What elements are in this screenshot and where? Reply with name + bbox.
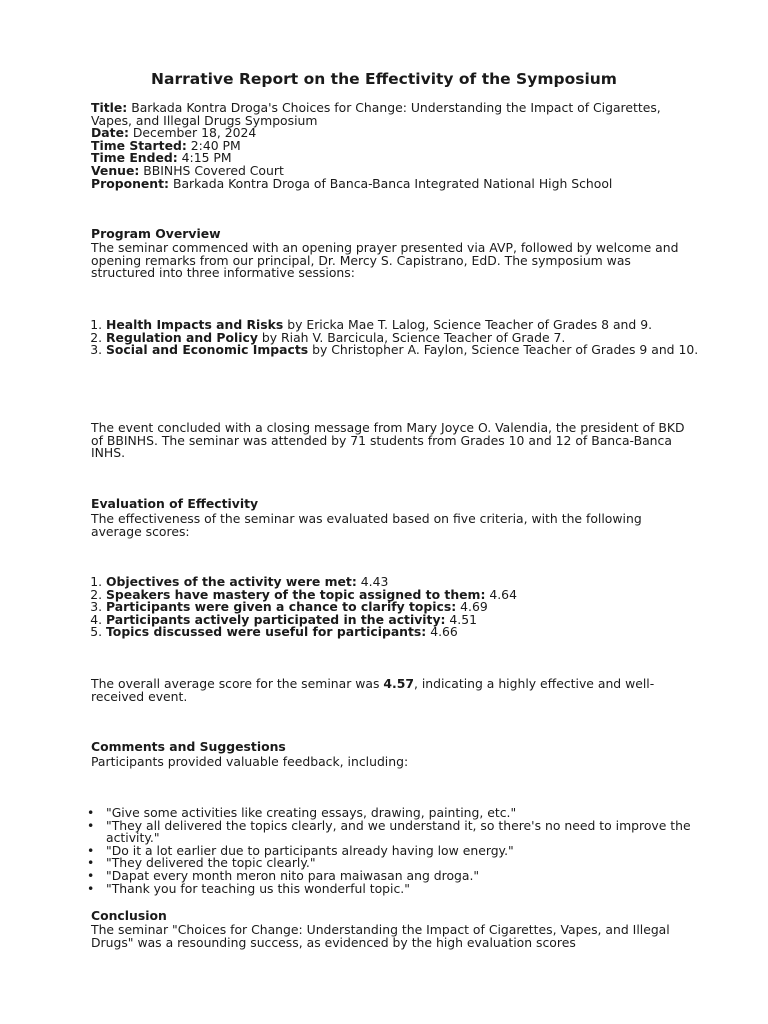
date-value: December 18, 2024 xyxy=(132,125,257,141)
criterion-label: Speakers have mastery of the topic assigned to them: xyxy=(106,586,486,602)
criterion-label: Topics discussed were useful for participants: xyxy=(106,624,427,640)
conclusion-text: The seminar "Choices for Change: Understanding the Impact of Cigarettes, Vapes, and Illegal Drugs" was a resounding success, as evidenced by the high evaluation scores xyxy=(91,922,670,950)
proponent-value: Barkada Kontra Droga of Banca-Banca Integrated National High School xyxy=(172,175,613,191)
venue-label: Venue: xyxy=(91,162,140,178)
criterion-score: 4.43 xyxy=(356,574,389,589)
list-item: • "Thank you for teaching us this wonderful topic." xyxy=(106,883,721,896)
time-ended-label: Time Ended: xyxy=(91,150,178,166)
session-list xyxy=(70,319,721,357)
venue-value: BBINHS Covered Court xyxy=(143,162,284,178)
list-item xyxy=(106,626,721,639)
overall-text-after: , indicating a highly effective and well-received event. xyxy=(91,676,655,704)
criterion-score: 4.51 xyxy=(445,611,478,627)
session-detail: by Christopher A. Faylon, Science Teacher of Grades 9 and 10. xyxy=(308,342,699,358)
list-item: • "Do it a lot earlier due to participants already having low energy." xyxy=(106,845,721,858)
comments-heading: Comments and Suggestions xyxy=(91,739,286,754)
conclusion-heading: Conclusion xyxy=(91,908,167,923)
session-detail: by Riah V. Barcicula, Science Teacher of Grade 7. xyxy=(257,329,566,345)
document-title: Narrative Report on the Effectivity of the Symposium xyxy=(151,70,617,88)
criterion-label: Objectives of the activity were met: xyxy=(106,574,357,589)
criterion-score: 4.64 xyxy=(485,586,517,602)
list-item: • "They all delivered the topics clearly, and we understand it, so there's no need to improve the activity." xyxy=(106,820,721,845)
report-details xyxy=(91,102,681,190)
feedback-list xyxy=(70,807,721,895)
overall-score: 4.57 xyxy=(383,676,414,691)
criteria-list xyxy=(70,576,721,639)
list-item: • "Give some activities like creating essays, drawing, painting, etc." xyxy=(106,807,721,820)
program-overview-closing: The event concluded with a closing message from Mary Joyce O. Valendia, the president of BKD of BBINHS. The seminar was attended by 71 students from Grades 10 and 12 of Banca-Banca INHS. xyxy=(91,420,685,461)
program-overview-heading: Program Overview xyxy=(91,226,221,241)
title-value: Barkada Kontra Droga's Choices for Change: Understanding the Impact of Cigarettes, Vapes, and Illegal Drugs Symposium xyxy=(91,100,661,128)
list-item: • "Dapat every month meron nito para maiwasan ang droga." xyxy=(106,870,721,883)
date-label: Date: xyxy=(91,125,129,141)
proponent-line xyxy=(91,175,681,191)
criterion-score: 4.66 xyxy=(426,624,458,640)
session-title: Regulation and Policy xyxy=(106,329,258,345)
criterion-label: Participants actively participated in the activity: xyxy=(106,611,446,627)
comments-intro: Participants provided valuable feedback, including: xyxy=(91,754,409,769)
title-label: Title: xyxy=(91,100,128,115)
evaluation-intro: The effectiveness of the seminar was evaluated based on five criteria, with the following average scores: xyxy=(91,511,642,539)
session-title: Health Impacts and Risks xyxy=(106,317,284,332)
time-started-value: 2:40 PM xyxy=(190,137,241,153)
session-title: Social and Economic Impacts xyxy=(106,342,309,358)
criterion-score: 4.69 xyxy=(456,599,488,615)
criterion-label: Participants were given a chance to clarify topics: xyxy=(106,599,457,615)
list-item xyxy=(106,344,721,357)
evaluation-heading: Evaluation of Effectivity xyxy=(91,496,259,511)
session-detail: by Ericka Mae T. Lalog, Science Teacher of Grades 8 and 9. xyxy=(283,317,653,332)
list-item: • "They delivered the topic clearly." xyxy=(106,857,721,870)
proponent-label: Proponent: xyxy=(91,175,170,191)
program-overview-intro: The seminar commenced with an opening prayer presented via AVP, followed by welcome and opening remarks from our principal, Dr. Mercy S. Capistrano, EdD. The symposium was structured into three informative sessions: xyxy=(91,240,679,281)
time-started-label: Time Started: xyxy=(91,137,187,153)
title-line xyxy=(91,102,681,127)
overall-text-before: The overall average score for the seminar was xyxy=(91,676,384,691)
overall-score-paragraph xyxy=(91,678,686,703)
time-ended-value: 4:15 PM xyxy=(181,150,232,166)
